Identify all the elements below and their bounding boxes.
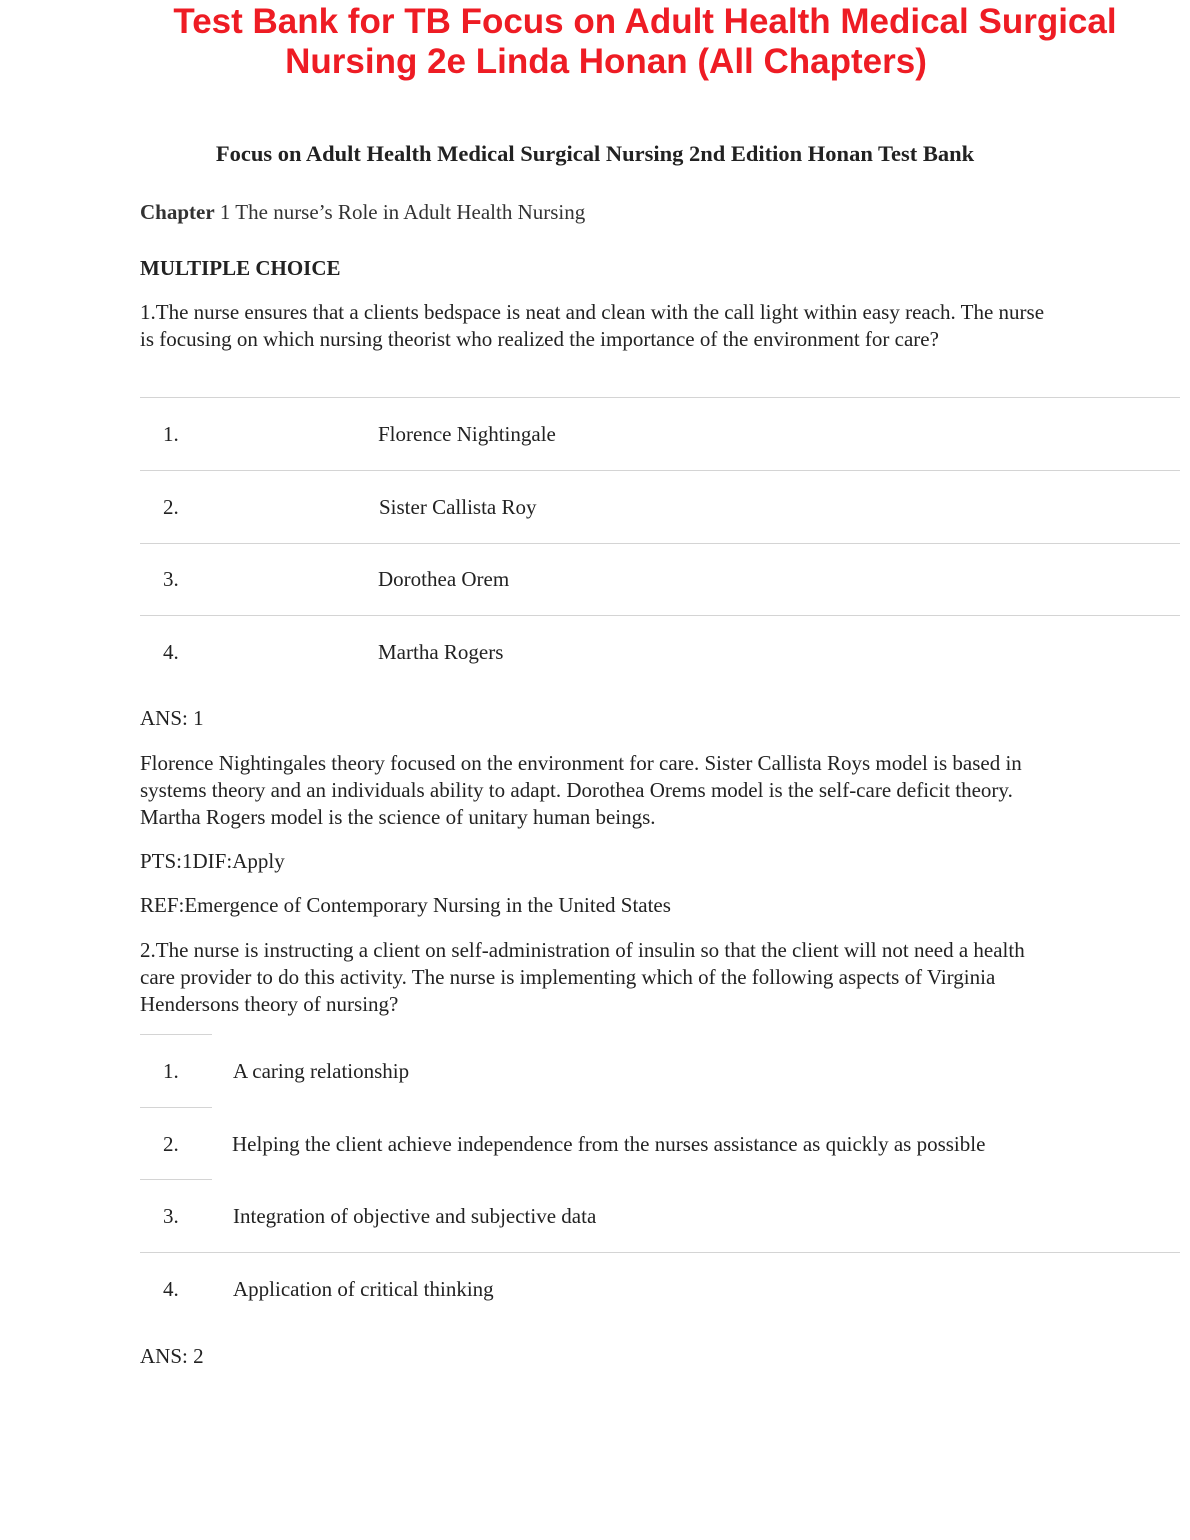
q2-option-4-number: 4. — [163, 1277, 179, 1301]
q2-option-3-number: 3. — [163, 1204, 179, 1228]
q1-reference: REF:Emergence of Contemporary Nursing in the United States — [140, 893, 671, 917]
q2-option-2-number: 2. — [163, 1132, 179, 1156]
chapter-label: Chapter — [140, 200, 215, 224]
q2-answer: ANS: 2 — [140, 1344, 204, 1368]
q1-option-4-number: 4. — [163, 640, 179, 664]
question-2-text: 2.The nurse is instructing a client on self-administration of insulin so that the client will not need a health care provider to do this activity. The nurse is implementing which of the following aspects of Virginia Hendersons theory of nursing? — [140, 938, 1025, 1016]
divider — [140, 470, 1180, 471]
divider — [140, 1179, 212, 1180]
divider — [140, 397, 1180, 398]
banner-line-2: Nursing 2e Linda Honan (All Chapters) — [285, 42, 927, 81]
divider — [140, 1252, 1180, 1253]
q1-answer: ANS: 1 — [140, 706, 204, 730]
q1-option-1-number: 1. — [163, 422, 179, 446]
q2-option-2-text: Helping the client achieve independence from the nurses assistance as quickly as possible — [232, 1132, 986, 1156]
q2-option-4-text: Application of critical thinking — [233, 1277, 494, 1301]
divider — [140, 615, 1180, 616]
q1-rationale: Florence Nightingales theory focused on the environment for care. Sister Callista Roys model is based in systems theory and an individuals ability to adapt. Dorothea Orems model is the self-care deficit theory. Martha Rogers model is the science of unitary human beings. — [140, 751, 1022, 829]
q2-option-1-text: A caring relationship — [233, 1059, 410, 1083]
q1-option-2-number: 2. — [163, 495, 179, 519]
q1-points-difficulty: PTS:1DIF:Apply — [140, 849, 285, 873]
question-1-text: 1.The nurse ensures that a clients bedspace is neat and clean with the call light within easy reach. The nurse is focusing on which nursing theorist who realized the importance of the environment for care? — [140, 300, 1045, 351]
q1-option-3-text: Dorothea Orem — [378, 567, 510, 591]
q1-option-3-number: 3. — [163, 567, 179, 591]
document-banner — [0, 2, 1190, 82]
q1-option-1-text: Florence Nightingale — [378, 422, 556, 446]
divider — [140, 1034, 212, 1035]
q2-option-1-number: 1. — [163, 1059, 179, 1083]
chapter-title: 1 The nurse’s Role in Adult Health Nursing — [219, 200, 586, 224]
q1-option-4-text: Martha Rogers — [378, 640, 504, 664]
banner-line-1: Test Bank for TB Focus on Adult Health Medical Surgical — [173, 2, 1117, 41]
section-heading: MULTIPLE CHOICE — [140, 256, 341, 280]
divider — [140, 543, 1180, 544]
document-title: Focus on Adult Health Medical Surgical Nursing 2nd Edition Honan Test Bank — [215, 141, 975, 166]
q2-option-3-text: Integration of objective and subjective data — [233, 1204, 597, 1228]
divider — [140, 1107, 212, 1108]
q1-option-2-text: Sister Callista Roy — [379, 495, 537, 519]
chapter-line — [140, 199, 585, 226]
